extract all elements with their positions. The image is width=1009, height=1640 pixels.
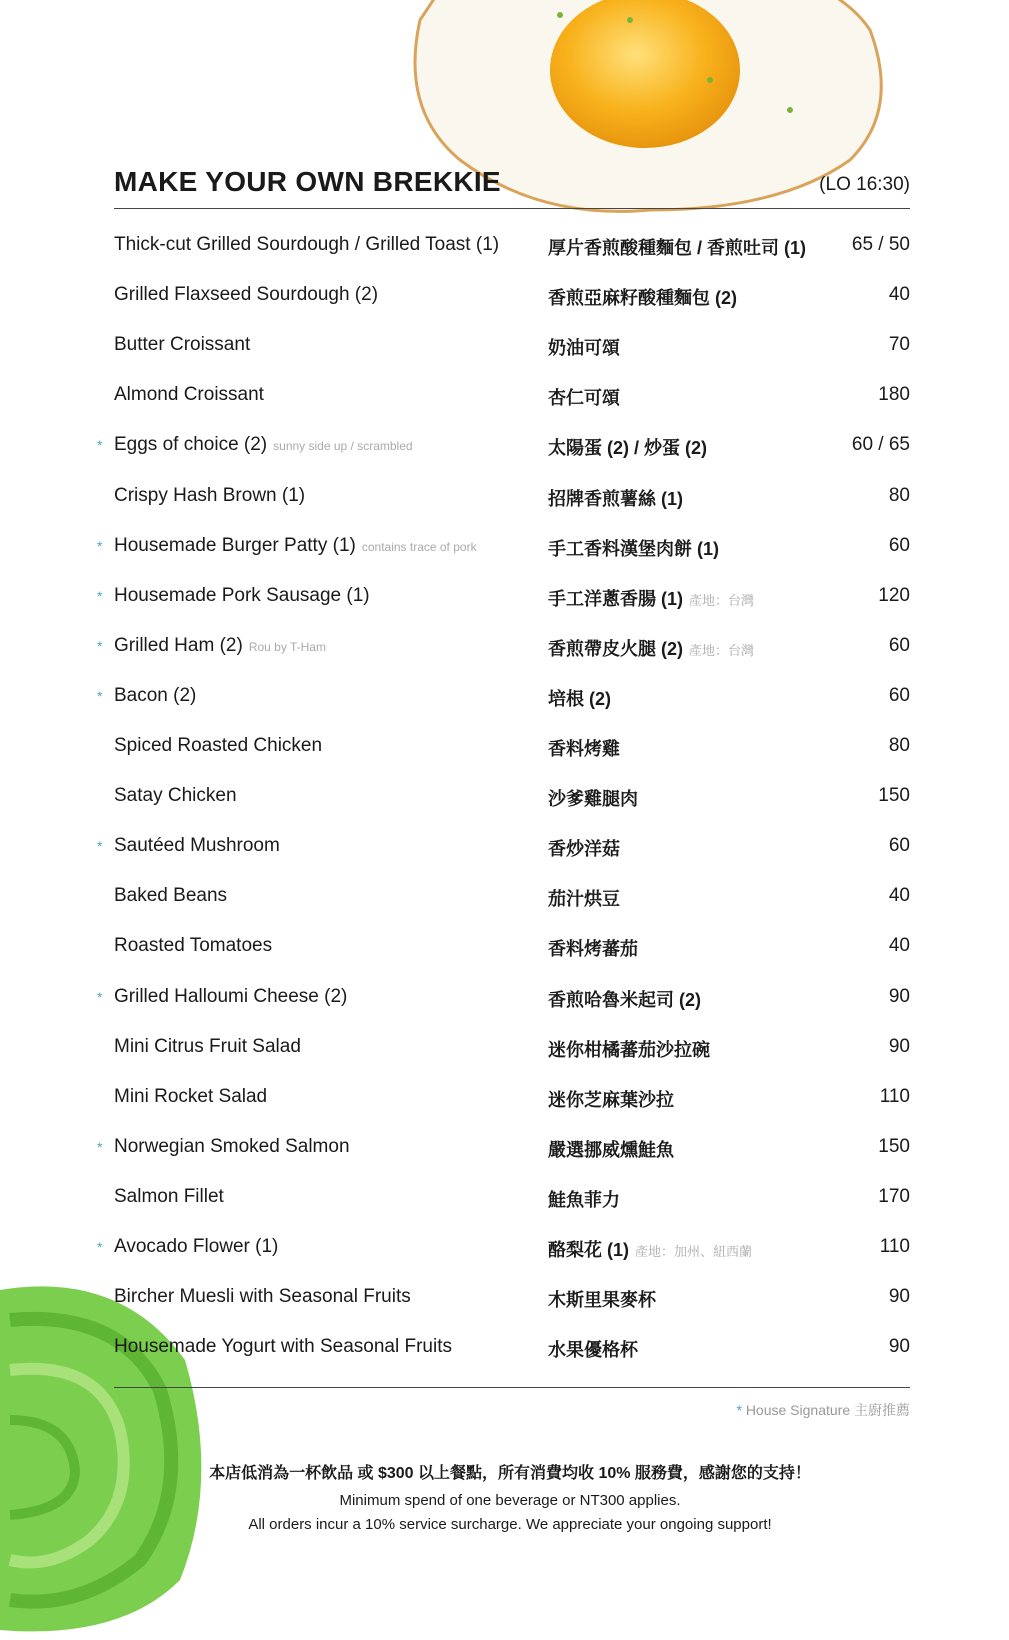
- item-name-zh: [548, 434, 707, 460]
- footer-en-1: Minimum spend of one beverage or NT300 applies.: [339, 1492, 681, 1509]
- signature-star-icon: *: [97, 988, 103, 1005]
- item-price: 170: [878, 1185, 910, 1207]
- item-name-en-text: Butter Croissant: [114, 334, 251, 356]
- item-name-zh-text: 手工洋蔥香腸 (1): [548, 588, 683, 609]
- page-title: MAKE YOUR OWN BREKKIE: [114, 166, 501, 197]
- item-name-zh: [548, 1336, 638, 1362]
- item-name-zh: [548, 935, 638, 961]
- item-origin-note: 產地：台灣: [689, 642, 755, 658]
- item-name-zh: [548, 585, 754, 611]
- item-name-en-text: Bircher Muesli with Seasonal Fruits: [114, 1286, 411, 1308]
- item-name-en: [114, 384, 264, 406]
- item-name-zh: [548, 485, 683, 511]
- item-name-en-text: Norwegian Smoked Salmon: [114, 1135, 350, 1157]
- menu-item: [0, 332, 1009, 362]
- item-name-zh-text: 香料烤雞: [548, 739, 620, 759]
- item-price: 60 / 65: [851, 434, 910, 456]
- item-origin-note: 產地：台灣: [689, 592, 755, 608]
- item-price: 150: [878, 1135, 910, 1157]
- item-name-en-text: Thick-cut Grilled Sourdough / Grilled Toast (1): [114, 234, 500, 255]
- item-name-zh: [548, 785, 638, 811]
- item-name-en: [114, 1186, 224, 1208]
- item-name-zh: [548, 535, 719, 561]
- item-name-zh: [548, 685, 611, 711]
- item-name-zh: [548, 1136, 674, 1162]
- item-name-en: [114, 1236, 278, 1258]
- item-name-zh-text: 木斯里果麥杯: [548, 1290, 656, 1311]
- item-name-en: [114, 1086, 267, 1108]
- item-price: 180: [878, 384, 910, 406]
- item-name-en-text: Housemade Burger Patty (1): [114, 534, 356, 556]
- item-name-en-text: Bacon (2): [114, 684, 197, 706]
- item-name-zh: [548, 1236, 752, 1262]
- item-name-en-text: Sautéed Mushroom: [114, 835, 280, 857]
- item-name-zh-text: 水果優格杯: [548, 1340, 638, 1361]
- item-price: 90: [888, 1336, 910, 1358]
- item-name-zh: [548, 885, 620, 911]
- signature-star-icon: *: [97, 1239, 103, 1255]
- footer-zh: 本店低消為一杯飲品 或 $300 以上餐點，所有消費均收 10% 服務費，感謝您的支持！: [209, 1465, 811, 1482]
- signature-star-icon: *: [97, 637, 103, 654]
- item-name-zh: [548, 1286, 656, 1312]
- item-name-zh-text: 迷你芝麻葉沙拉: [548, 1089, 674, 1110]
- item-name-zh-text: 奶油可頌: [548, 338, 620, 359]
- item-name-en: [114, 735, 322, 757]
- item-name-en-text: Salmon Fillet: [114, 1185, 224, 1207]
- item-price: 60: [888, 835, 910, 857]
- item-name-en-text: Grilled Halloumi Cheese (2): [114, 985, 348, 1007]
- item-name-zh: [548, 635, 754, 661]
- item-name-en: [114, 434, 413, 456]
- item-name-en-text: Housemade Yogurt with Seasonal Fruits: [114, 1336, 452, 1358]
- item-note: sunny side up / scrambled: [273, 439, 413, 454]
- item-price: 60: [888, 684, 910, 706]
- item-name-zh-text: 迷你柑橘蕃茄沙拉碗: [548, 1039, 710, 1060]
- item-name-zh-text: 太陽蛋 (2) / 炒蛋 (2): [548, 438, 708, 459]
- menu-item: [0, 984, 1009, 1014]
- item-name-zh: [548, 986, 701, 1012]
- item-name-zh-text: 酪梨花 (1): [548, 1240, 629, 1260]
- item-price: 150: [878, 785, 910, 807]
- item-name-en: [114, 935, 272, 957]
- item-name-zh: [548, 334, 620, 360]
- last-order-time: (LO 16:30): [819, 174, 910, 195]
- item-name-zh-text: 杏仁可頌: [548, 388, 620, 409]
- menu-item: [0, 883, 1009, 913]
- item-name-zh-text: 嚴選挪威燻鮭魚: [548, 1139, 674, 1160]
- item-name-en: [114, 785, 237, 807]
- menu-item: [0, 783, 1009, 813]
- item-name-en-text: Crispy Hash Brown (1): [114, 484, 306, 506]
- menu-item: [0, 1034, 1009, 1064]
- item-name-en: [114, 1286, 411, 1308]
- item-price: 110: [879, 1085, 910, 1107]
- menu-item: [0, 432, 1009, 462]
- item-name-en-text: Grilled Ham (2): [114, 634, 243, 656]
- item-name-zh-text: 香煎帶皮火腿 (2): [548, 638, 683, 659]
- item-price: 70: [888, 334, 910, 356]
- item-name-zh: [548, 384, 620, 410]
- menu-item: [0, 1184, 1009, 1214]
- menu-item: [0, 583, 1009, 613]
- menu-item: [0, 933, 1009, 963]
- item-price: 60: [888, 534, 910, 556]
- item-name-en-text: Grilled Flaxseed Sourdough (2): [114, 284, 379, 306]
- item-name-zh: [548, 1036, 710, 1062]
- item-price: 110: [879, 1236, 910, 1257]
- item-name-zh: [548, 735, 620, 761]
- menu-item: [0, 1284, 1009, 1314]
- item-name-en: [114, 234, 499, 256]
- item-name-en: [114, 885, 227, 907]
- item-name-en: [114, 284, 378, 306]
- footer-en-2: All orders incur a 10% service surcharge. We appreciate your ongoing support!: [248, 1516, 772, 1533]
- item-name-en: [114, 1036, 301, 1058]
- menu-item: [0, 1134, 1009, 1164]
- item-name-en-text: Baked Beans: [114, 885, 228, 907]
- signature-star-icon: *: [97, 537, 103, 554]
- item-note: contains trace of pork: [361, 539, 477, 554]
- item-name-zh-text: 鮭魚菲力: [548, 1189, 620, 1210]
- signature-star-icon: *: [97, 437, 103, 454]
- menu-item: [0, 633, 1009, 663]
- item-name-en: [114, 1136, 350, 1158]
- item-name-en-text: Spiced Roasted Chicken: [114, 735, 323, 756]
- menu-item: [0, 733, 1009, 763]
- item-name-zh-text: 沙爹雞腿肉: [548, 789, 638, 810]
- item-name-en: [114, 535, 477, 557]
- item-name-zh-text: 厚片香煎酸種麵包 / 香煎吐司 (1): [548, 238, 807, 258]
- item-name-en: [114, 1336, 452, 1358]
- item-note: Rou by T-Ham: [248, 639, 326, 654]
- item-price: 80: [888, 484, 910, 506]
- item-price: 40: [888, 935, 910, 957]
- signature-star-icon: *: [97, 838, 103, 855]
- item-name-zh-text: 香料烤蕃茄: [548, 939, 638, 960]
- menu-item: [0, 382, 1009, 412]
- item-name-en-text: Eggs of choice (2): [114, 434, 268, 456]
- item-name-en-text: Housemade Pork Sausage (1): [114, 584, 370, 606]
- item-origin-note: 產地：加州、紐西蘭: [635, 1244, 753, 1259]
- item-name-zh: [548, 835, 620, 861]
- item-name-zh: [548, 234, 806, 260]
- item-price: 40: [888, 885, 910, 907]
- item-name-en: [114, 485, 305, 507]
- menu-item: [0, 282, 1009, 312]
- item-name-en-text: Roasted Tomatoes: [114, 935, 273, 957]
- item-name-en-text: Satay Chicken: [114, 785, 237, 807]
- item-name-zh-text: 香煎亞麻籽酸種麵包 (2): [548, 288, 737, 309]
- item-name-en: [114, 685, 196, 707]
- item-name-zh-text: 培根 (2): [548, 688, 611, 709]
- item-name-en: [114, 835, 280, 857]
- star-icon: *: [736, 1402, 742, 1418]
- item-name-zh: [548, 1186, 620, 1212]
- item-price: 80: [888, 735, 910, 756]
- item-price: 40: [888, 284, 910, 306]
- item-name-en: [114, 334, 250, 356]
- footer-divider: [114, 1387, 910, 1388]
- header-divider: [114, 208, 910, 209]
- item-name-en-text: Mini Rocket Salad: [114, 1085, 268, 1107]
- item-name-zh-text: 招牌香煎薯絲 (1): [548, 488, 683, 509]
- menu-item: [0, 1334, 1009, 1364]
- item-name-en-text: Avocado Flower (1): [114, 1236, 279, 1257]
- menu-item: [0, 1234, 1009, 1264]
- item-name-zh-text: 茄汁烘豆: [548, 889, 620, 910]
- menu-item: [0, 533, 1009, 563]
- menu-item: [0, 683, 1009, 713]
- signature-star-icon: *: [97, 687, 103, 704]
- item-price: 60: [888, 634, 910, 656]
- item-name-zh-text: 香炒洋菇: [548, 839, 620, 860]
- item-price: 120: [878, 584, 910, 606]
- menu-item: [0, 1084, 1009, 1114]
- menu-item: [0, 483, 1009, 513]
- menu-item: [0, 232, 1009, 262]
- item-name-zh: [548, 284, 737, 310]
- signature-star-icon: *: [97, 587, 103, 604]
- item-name-en: [114, 585, 370, 607]
- item-name-zh-text: 手工香料漢堡肉餅 (1): [548, 538, 719, 559]
- item-name-en-text: Mini Citrus Fruit Salad: [114, 1035, 301, 1057]
- signature-star-icon: *: [97, 1138, 103, 1155]
- item-price: 90: [888, 1035, 910, 1057]
- menu-item: [0, 833, 1009, 863]
- item-price: 90: [888, 985, 910, 1007]
- item-name-zh: [548, 1086, 674, 1112]
- item-name-en-text: Almond Croissant: [114, 384, 264, 406]
- item-price: 90: [888, 1286, 910, 1308]
- item-name-zh-text: 香煎哈魯米起司 (2): [548, 989, 701, 1010]
- item-name-en: [114, 986, 347, 1008]
- house-signature-legend: [736, 1400, 910, 1420]
- item-price: 65 / 50: [851, 234, 910, 255]
- item-name-en: [114, 635, 326, 657]
- legend-label: House Signature 主廚推薦: [745, 1402, 910, 1418]
